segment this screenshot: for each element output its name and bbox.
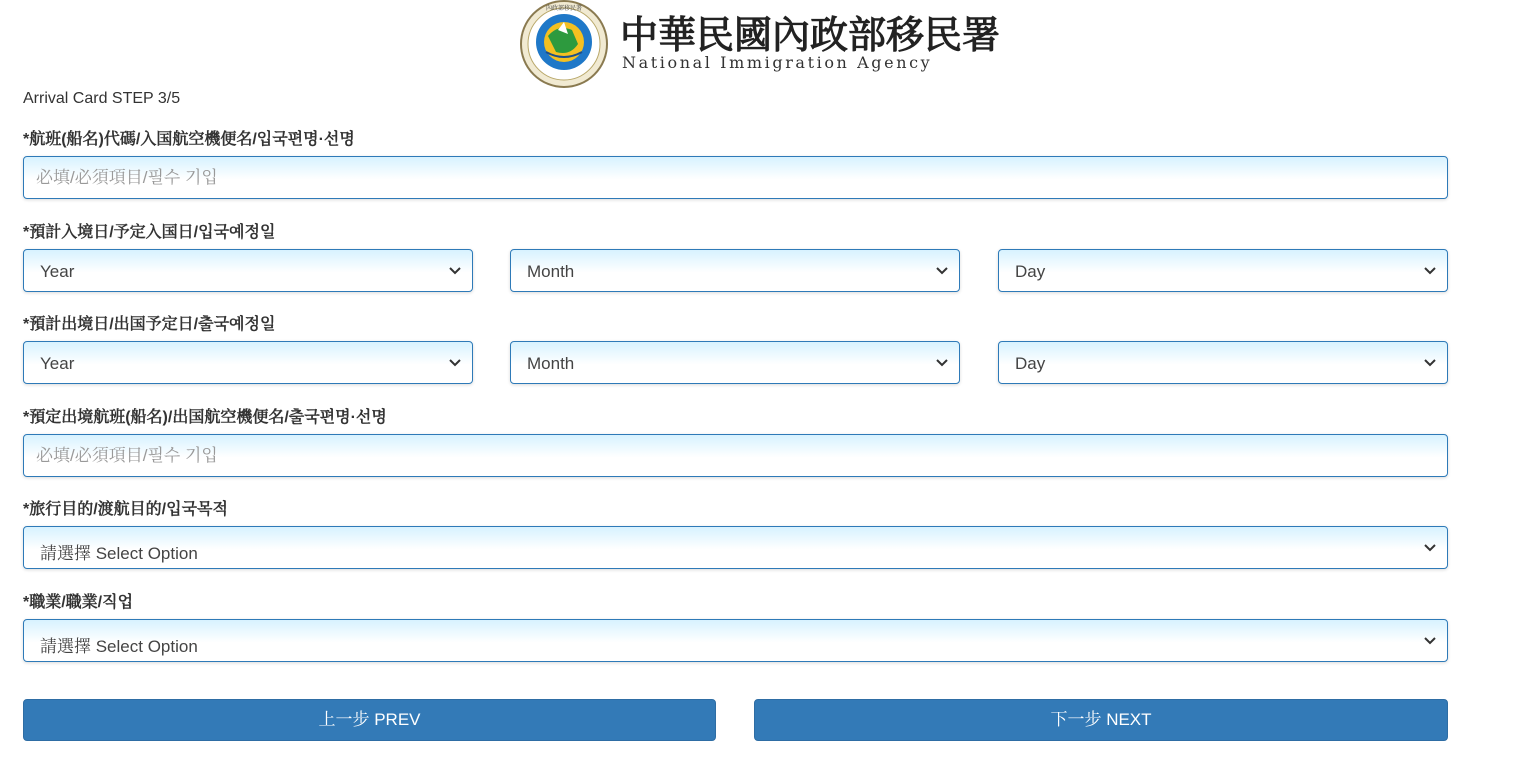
chevron-down-icon [1423,356,1437,370]
departure-month-value: Month [527,354,575,373]
departure-year-value: Year [40,354,75,373]
purpose-select[interactable] [23,526,1448,569]
chevron-down-icon [935,264,949,278]
purpose-value: 請選擇 Select Option [40,544,198,563]
occupation-value: 請選擇 Select Option [40,637,198,656]
arrival-month-value: Month [527,262,575,281]
chevron-down-icon [448,356,462,370]
occupation-select[interactable] [23,619,1448,662]
departure-date-label: *預計出境日/出国予定日/출국예정일 [23,316,276,333]
arrival-date-label: *預計入境日/予定入国日/입국예정일 [23,224,276,241]
departure-flight-label: *預定出境航班(船名)/出国航空機便名/출국편명·선명 [23,409,387,426]
departure-flight-input[interactable] [23,434,1448,477]
agency-emblem-icon [518,0,610,88]
agency-name-en: National Immigration Agency [622,53,933,72]
next-button[interactable]: 下一步 NEXT [754,699,1448,741]
chevron-down-icon [1423,264,1437,278]
occupation-label: *職業/職業/직업 [23,594,134,611]
arrival-year-value: Year [40,262,75,281]
arrival-day-value: Day [1015,262,1046,281]
purpose-label: *旅行目的/渡航目的/입국목적 [23,501,228,518]
departure-day-select[interactable] [998,341,1448,384]
chevron-down-icon [935,356,949,370]
svg-text:內政部移民署: 內政部移民署 [545,5,583,12]
agency-name-zh: 中華民國內政部移民署 [620,12,1001,57]
arrival-day-select[interactable] [998,249,1448,292]
chevron-down-icon [1423,634,1437,648]
agency-header [518,0,1001,88]
flight-no-input[interactable] [23,156,1448,199]
chevron-down-icon [448,264,462,278]
departure-month-select[interactable] [510,341,960,384]
arrival-month-select[interactable] [510,249,960,292]
prev-button[interactable]: 上一步 PREV [23,699,716,741]
step-title: Arrival Card STEP 3/5 [23,90,181,107]
departure-year-select[interactable] [23,341,473,384]
flight-no-label: *航班(船名)代碼/入国航空機便名/입국편명·선명 [23,131,355,148]
arrival-year-select[interactable] [23,249,473,292]
departure-day-value: Day [1015,354,1046,373]
chevron-down-icon [1423,541,1437,555]
